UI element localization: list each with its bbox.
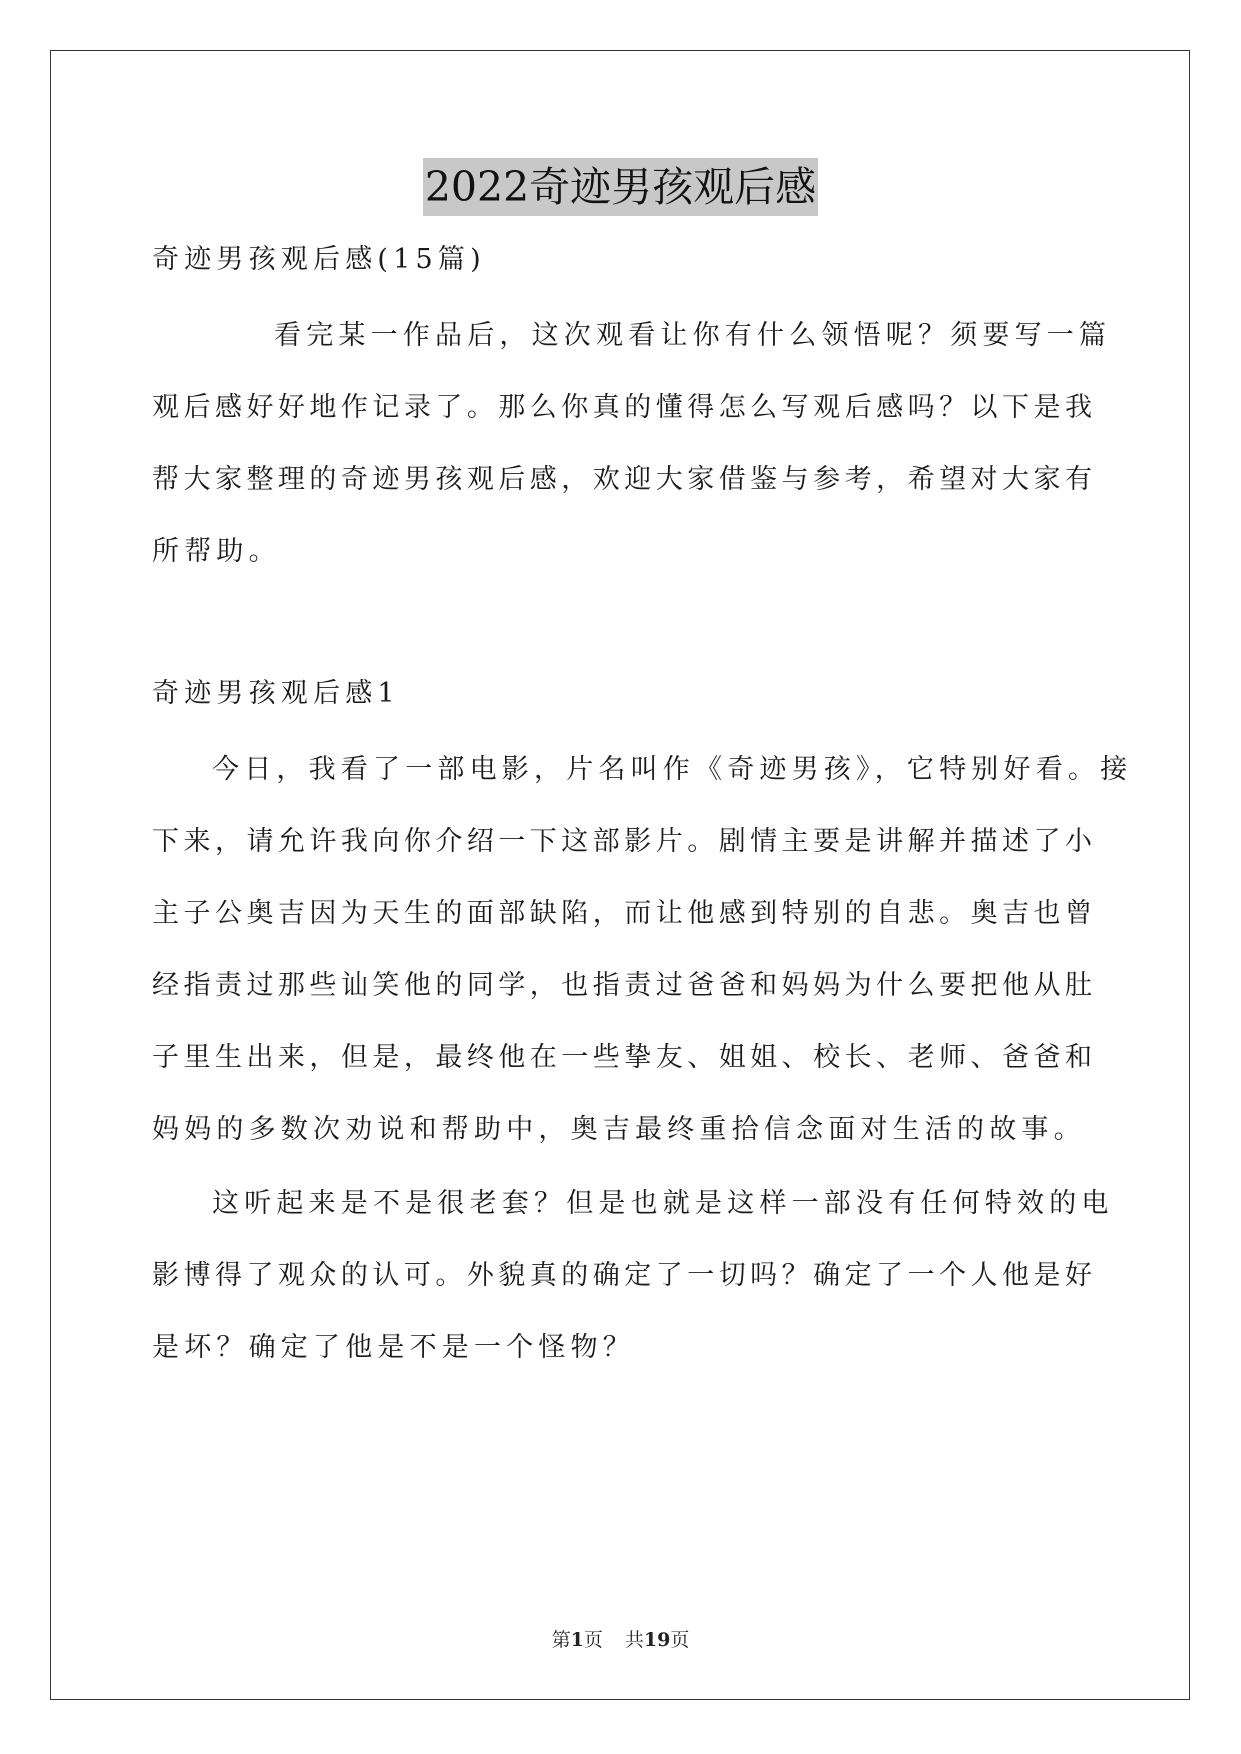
page-border [50, 50, 1190, 1700]
intro-line-2: 观后感好好地作记录了。那么你真的懂得怎么写观后感吗？以下是我 [152, 392, 1092, 423]
paragraph2-line-2: 影博得了观众的认可。外貌真的确定了一切吗？确定了一个人他是好 [152, 1260, 1092, 1291]
page-footer [0, 1626, 1241, 1654]
intro-line-3: 帮大家整理的奇迹男孩观后感，欢迎大家借鉴与参考，希望对大家有 [152, 464, 1092, 495]
total-pages: 19 [643, 1629, 671, 1651]
total-prefix: 共 [624, 1629, 644, 1651]
document-subtitle: 奇迹男孩观后感(15篇) [152, 244, 486, 275]
page-suffix: 页 [583, 1629, 603, 1651]
document-title: 2022奇迹男孩观后感 [423, 158, 818, 216]
paragraph1-line-1: 今日，我看了一部电影，片名叫作《奇迹男孩》，它特别好看。接 [212, 754, 1133, 785]
paragraph1-line-5: 子里生出来，但是，最终他在一些挚友、姐姐、校长、老师、爸爸和 [152, 1042, 1092, 1073]
title-container [0, 158, 1241, 216]
intro-line-1: 看完某一作品后，这次观看让你有什么领悟呢？须要写一篇 [274, 320, 1112, 351]
paragraph1-line-4: 经指责过那些讪笑他的同学，也指责过爸爸和妈妈为什么要把他从肚 [152, 970, 1092, 1001]
paragraph1-line-3: 主子公奥吉因为天生的面部缺陷，而让他感到特别的自悲。奥吉也曾 [152, 898, 1092, 929]
section-heading: 奇迹男孩观后感1 [152, 678, 400, 709]
page-number: 1 [570, 1629, 584, 1651]
intro-line-4: 所帮助。 [152, 536, 281, 567]
paragraph2-line-3: 是坏？确定了他是不是一个怪物？ [152, 1332, 635, 1363]
paragraph2-line-1: 这听起来是不是很老套？但是也就是这样一部没有任何特效的电 [212, 1188, 1114, 1219]
page-prefix: 第 [551, 1629, 571, 1651]
paragraph1-line-6: 妈妈的多数次劝说和帮助中，奥吉最终重拾信念面对生活的故事。 [152, 1114, 1086, 1145]
paragraph1-line-2: 下来，请允许我向你介绍一下这部影片。剧情主要是讲解并描述了小 [152, 826, 1092, 857]
total-suffix: 页 [670, 1629, 690, 1651]
